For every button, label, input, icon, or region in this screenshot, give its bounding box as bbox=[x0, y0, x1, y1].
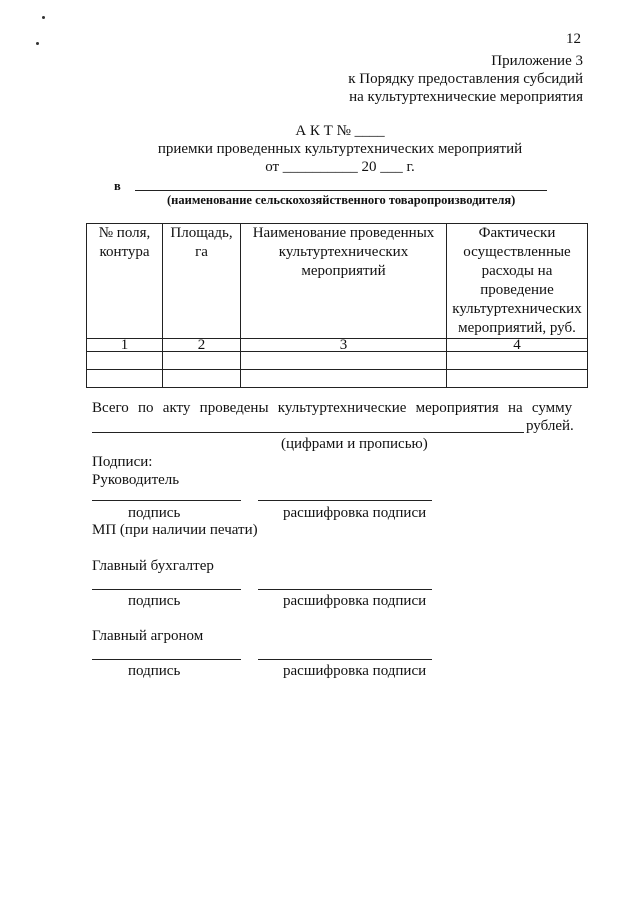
head-name-field[interactable] bbox=[258, 500, 432, 501]
in-label: в bbox=[114, 179, 121, 193]
total-caption: (цифрами и прописью) bbox=[281, 436, 428, 452]
accountant-name-field[interactable] bbox=[258, 589, 432, 590]
agronomist-name-field[interactable] bbox=[258, 659, 432, 660]
total-text: Всего по акту проведены культуртехнические мероприятия на сумму bbox=[92, 400, 573, 416]
act-subtitle: приемки проведенных культуртехнических мероприятий bbox=[157, 141, 523, 157]
total-currency: рублей. bbox=[526, 418, 574, 434]
table-row bbox=[87, 370, 588, 388]
decode-label: расшифровка подписи bbox=[283, 505, 427, 521]
role-chief-accountant: Главный бухгалтер bbox=[92, 558, 214, 574]
header-area: Площадь, га bbox=[163, 224, 241, 339]
column-numbers-row bbox=[87, 339, 588, 352]
column-number: 4 bbox=[447, 339, 588, 352]
scan-speck bbox=[36, 42, 39, 45]
sign-label: подпись bbox=[128, 505, 181, 521]
table-cell[interactable] bbox=[447, 352, 588, 370]
measures-table bbox=[86, 223, 588, 388]
column-number: 1 bbox=[87, 339, 163, 352]
accountant-signature-field[interactable] bbox=[92, 589, 241, 590]
agronomist-signature-field[interactable] bbox=[92, 659, 241, 660]
producer-caption: (наименование сельскохозяйственного товаропроизводителя) bbox=[167, 193, 516, 207]
appendix-line-2: к Порядку предоставления субсидий bbox=[348, 71, 583, 87]
appendix-line-1: Приложение 3 bbox=[491, 53, 583, 69]
table-row bbox=[87, 352, 588, 370]
producer-name-field[interactable] bbox=[135, 190, 547, 191]
sign-label: подпись bbox=[128, 593, 181, 609]
role-head: Руководитель bbox=[92, 472, 180, 488]
table-cell[interactable] bbox=[87, 370, 163, 388]
column-number: 3 bbox=[241, 339, 447, 352]
header-measure-name: Наименование проведенных культуртехнических мероприятий bbox=[241, 224, 447, 339]
header-actual-costs: Фактически осуществленные расходы на проведение культуртехнических мероприятий, руб. bbox=[447, 224, 588, 339]
head-signature-field[interactable] bbox=[92, 500, 241, 501]
column-number: 2 bbox=[163, 339, 241, 352]
signatures-heading: Подписи: bbox=[92, 454, 153, 470]
act-title: А К Т № ____ bbox=[295, 123, 385, 139]
table-header-row bbox=[87, 224, 588, 339]
sign-label: подпись bbox=[128, 663, 181, 679]
scan-speck bbox=[42, 16, 45, 19]
header-field-number: № поля, контура bbox=[87, 224, 163, 339]
appendix-line-3: на культуртехнические мероприятия bbox=[349, 89, 583, 105]
table-cell[interactable] bbox=[241, 370, 447, 388]
table-cell[interactable] bbox=[241, 352, 447, 370]
decode-label: расшифровка подписи bbox=[283, 663, 427, 679]
total-amount-field[interactable] bbox=[92, 432, 524, 433]
decode-label: расшифровка подписи bbox=[283, 593, 427, 609]
table-cell[interactable] bbox=[447, 370, 588, 388]
role-chief-agronomist: Главный агроном bbox=[92, 628, 204, 644]
table-cell[interactable] bbox=[163, 352, 241, 370]
table-cell[interactable] bbox=[87, 352, 163, 370]
stamp-note: МП (при наличии печати) bbox=[92, 522, 258, 538]
page-number: 12 bbox=[566, 31, 581, 47]
act-date-line: от __________ 20 ___ г. bbox=[265, 159, 415, 175]
table-cell[interactable] bbox=[163, 370, 241, 388]
